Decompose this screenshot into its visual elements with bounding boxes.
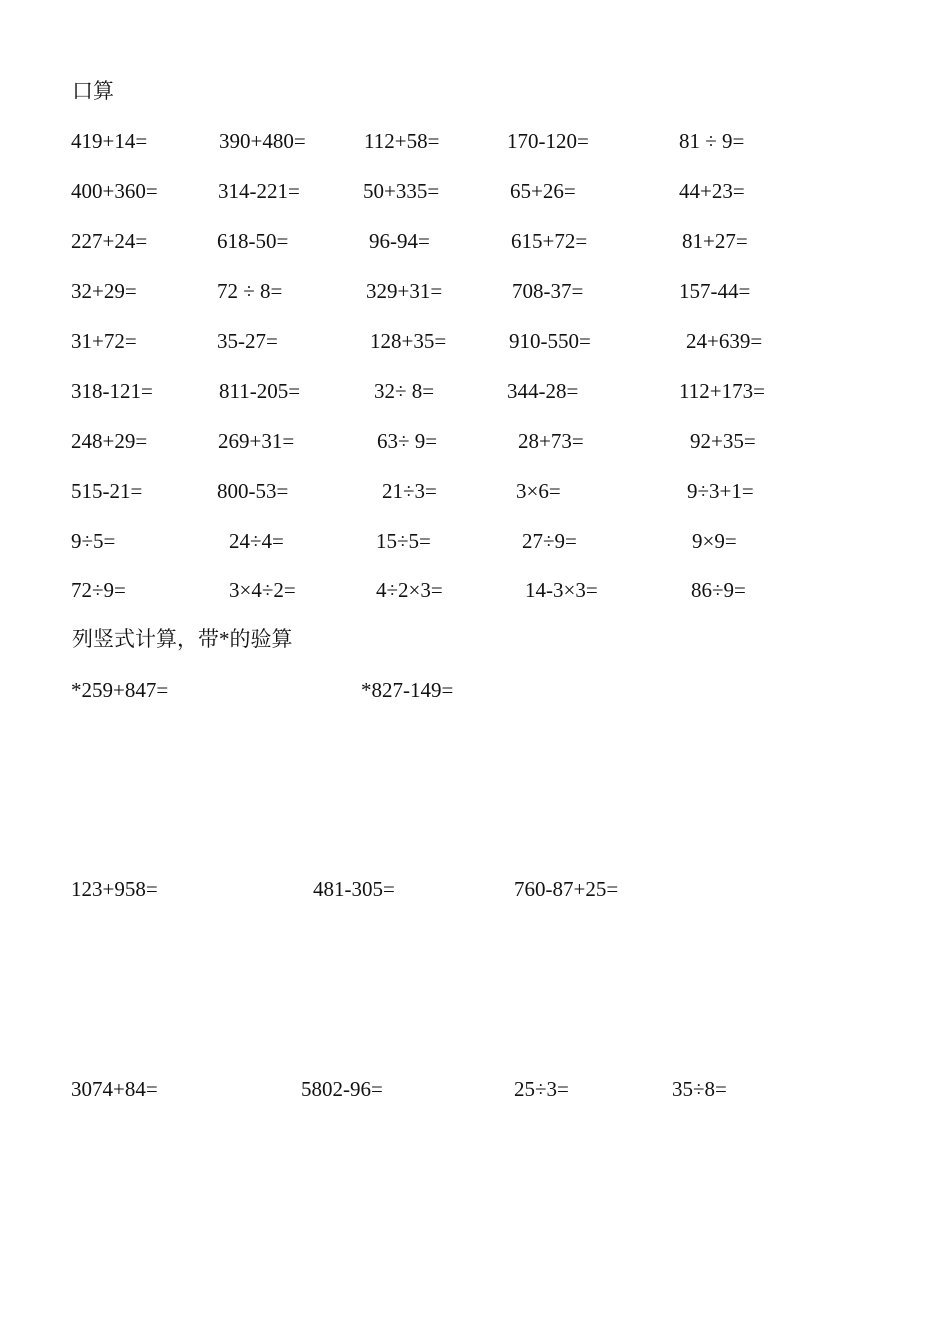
problem: 227+24= <box>71 229 148 253</box>
problem: 3074+84= <box>71 1077 158 1101</box>
problem: 21÷3= <box>382 479 437 503</box>
section-title-vertical-calculation: 列竖式计算，带*的验算 <box>72 627 293 651</box>
problem: 9×9= <box>692 529 737 553</box>
problem: 515-21= <box>71 479 143 503</box>
problem: 318-121= <box>71 379 153 403</box>
problem: 615+72= <box>511 229 588 253</box>
problem: 32+29= <box>71 279 137 303</box>
problem: 760-87+25= <box>514 877 619 901</box>
problem: 123+958= <box>71 877 158 901</box>
problem: 708-37= <box>512 279 584 303</box>
problem: 15÷5= <box>376 529 431 553</box>
problem: 248+29= <box>71 429 148 453</box>
problem: 3×4÷2= <box>229 578 296 602</box>
problem: 329+31= <box>366 279 443 303</box>
problem: 28+73= <box>518 429 584 453</box>
problem: 5802-96= <box>301 1077 383 1101</box>
problem: 50+335= <box>363 179 440 203</box>
problem: 72 ÷ 8= <box>217 279 283 303</box>
problem: 14-3×3= <box>525 578 598 602</box>
problem: 618-50= <box>217 229 289 253</box>
problem: 96-94= <box>369 229 430 253</box>
problem: 31+72= <box>71 329 137 353</box>
problem: 27÷9= <box>522 529 577 553</box>
problem: *827-149= <box>361 678 454 702</box>
problem: 81+27= <box>682 229 748 253</box>
problem: 92+35= <box>690 429 756 453</box>
problem: 269+31= <box>218 429 295 453</box>
problem: 86÷9= <box>691 578 746 602</box>
problem: 4÷2×3= <box>376 578 443 602</box>
problem: 344-28= <box>507 379 579 403</box>
problem: 9÷3+1= <box>687 479 754 503</box>
problem: 24÷4= <box>229 529 284 553</box>
problem: 419+14= <box>71 129 148 153</box>
problem: 910-550= <box>509 329 591 353</box>
problem: 63÷ 9= <box>377 429 438 453</box>
problem: 9÷5= <box>71 529 116 553</box>
problem: 72÷9= <box>71 578 126 602</box>
problem: 24+639= <box>686 329 763 353</box>
problem: 170-120= <box>507 129 589 153</box>
problem: 390+480= <box>219 129 306 153</box>
problem: 112+173= <box>679 379 765 403</box>
problem: 157-44= <box>679 279 751 303</box>
section-title-oral-calculation: 口算 <box>72 79 114 103</box>
problem: 35÷8= <box>672 1077 727 1101</box>
problem: 128+35= <box>370 329 447 353</box>
problem: *259+847= <box>71 678 169 702</box>
problem: 25÷3= <box>514 1077 569 1101</box>
problem: 314-221= <box>218 179 300 203</box>
problem: 35-27= <box>217 329 278 353</box>
problem: 800-53= <box>217 479 289 503</box>
problem: 481-305= <box>313 877 395 901</box>
problem: 400+360= <box>71 179 158 203</box>
problem: 3×6= <box>516 479 561 503</box>
problem: 32÷ 8= <box>374 379 435 403</box>
problem: 65+26= <box>510 179 576 203</box>
problem: 811-205= <box>219 379 301 403</box>
problem: 112+58= <box>364 129 440 153</box>
problem: 81 ÷ 9= <box>679 129 745 153</box>
problem: 44+23= <box>679 179 745 203</box>
